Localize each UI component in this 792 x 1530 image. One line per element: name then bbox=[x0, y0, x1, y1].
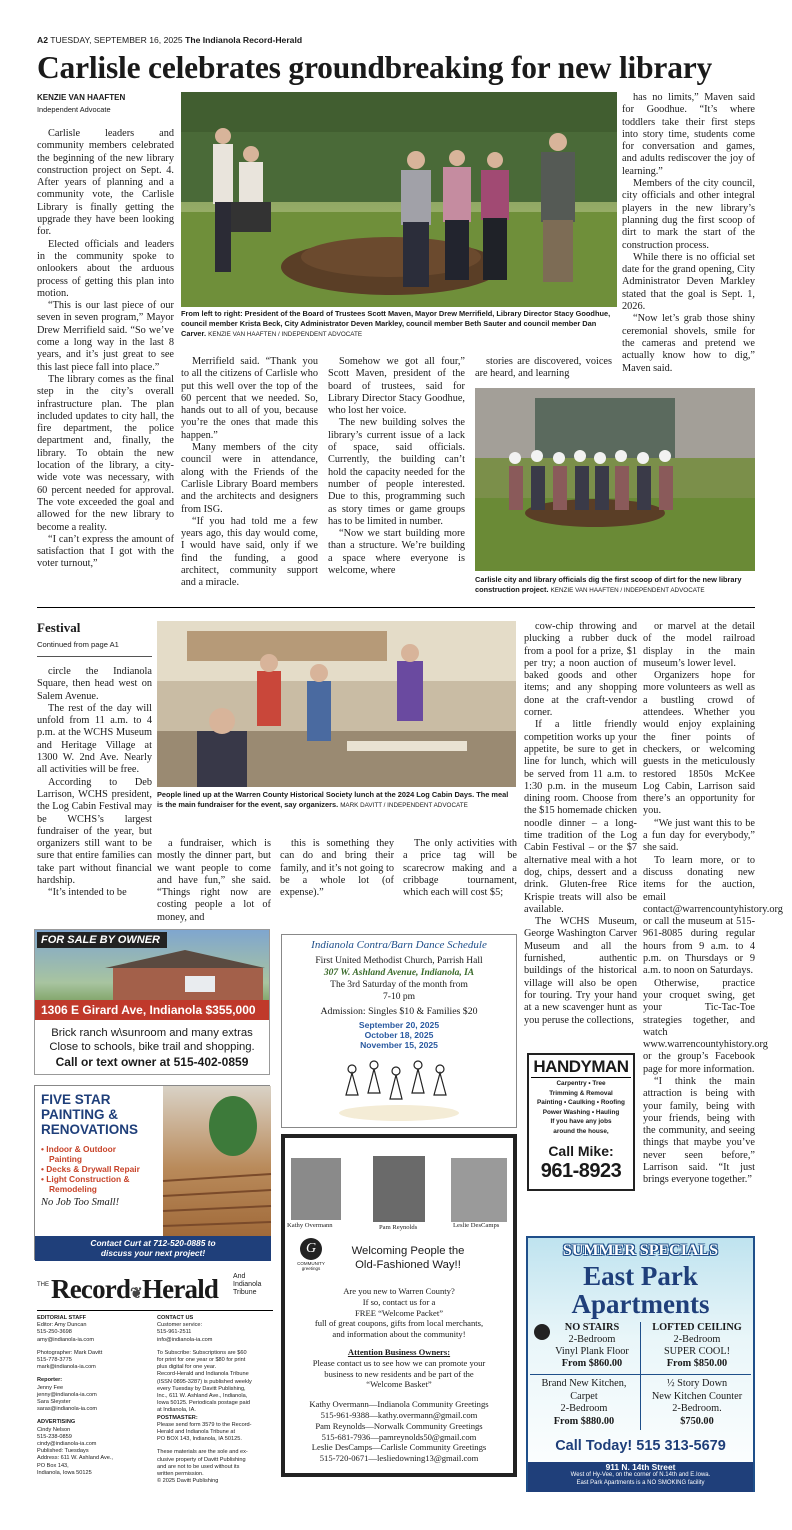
apt-a-1: 2-Bedroom bbox=[568, 1334, 616, 1345]
masthead-line: Indianola, Iowa 50125 bbox=[37, 1469, 92, 1476]
masthead-rule bbox=[37, 1310, 273, 1311]
welcome-c4: 515-681-7936—pamreynolds50@gmail.com bbox=[321, 1431, 477, 1442]
apt-d-1: ½ Story Down bbox=[666, 1378, 728, 1389]
painting-title-3: RENOVATIONS bbox=[41, 1122, 139, 1137]
welcome-p3: FREE “Welcome Packet” bbox=[354, 1307, 444, 1318]
welcome-p4: full of great coupons, gifts from local merchants, bbox=[314, 1318, 484, 1329]
welcome-heading-1: Welcoming People the bbox=[351, 1245, 465, 1257]
apts-divider-v bbox=[640, 1322, 641, 1430]
paragraph: According to Deb Larrison, WCHS president, the Log Cabin Festival may be WCHS’s largest fundraiser of the year, but organizers still want to be sure that entire families can take part without financial hardship. bbox=[37, 776, 152, 887]
apt-d-4: $750.00 bbox=[680, 1415, 714, 1427]
festival-photo-credit: MARK DAVITT / INDEPENDENT ADVOCATE bbox=[340, 802, 468, 809]
photo-shovels-illustration bbox=[475, 388, 755, 571]
paragraph: a fundraiser, which is mostly the dinner part, but we want people to come and have fun,” she said. “Things right now are costing people a lot of money, and bbox=[157, 838, 271, 923]
masthead-line: Iowa 50125. Periodicals postage paid bbox=[157, 1400, 250, 1407]
masthead-line: 515-250-3698 bbox=[37, 1329, 72, 1336]
festival-column-2 bbox=[157, 838, 271, 928]
welcome-p5: and information about the community! bbox=[332, 1329, 466, 1340]
paragraph: If a little friendly competition works up your appetite, be sure to get in line for lunch, which will be served from 11 a.m. to 1:30 p.m. in the museum dining room. Choose from the $15 homemade chicken noodle dinner – a long-time tradition of the Log Cabin Festival – or the $7 alternative meal with a hot dog, chips, dessert and a drink. Gluten-free Rice Krispie treats will also be available. bbox=[524, 719, 637, 915]
dancers-illustration bbox=[332, 1055, 466, 1123]
apartments-ad bbox=[526, 1236, 755, 1492]
logo-mark-icon: G bbox=[300, 1238, 322, 1260]
masthead-line: Inc., 611 W. Ashland Ave., Indianola, bbox=[157, 1393, 248, 1400]
paragraph: “This is our last piece of our seven in seven program,” Mayor Drew Merrifield said. “So we’ve come a long way in the last 8 years, and it’s just great to see this last piece fall into place.” bbox=[37, 300, 174, 373]
dance-date-1: September 20, 2025 bbox=[358, 1020, 440, 1030]
paragraph: or marvel at the detail of the model railroad display in the main museum’s lower level. bbox=[643, 621, 755, 669]
dance-title: Indianola Contra/Barn Dance Schedule bbox=[311, 939, 487, 951]
paragraph: Members of the city council, city officials and other integral players in the new library’s planning dug the first scoop of dirt to mark the start of the construction process. bbox=[622, 178, 755, 251]
paragraph: “If you had told me a few years ago, this day would come, I would have said, only if we find the funding, a good architect, community support and a miracle. bbox=[181, 515, 318, 589]
photo1-caption bbox=[181, 309, 617, 340]
paragraph: Many members of the city council were in attendance, along with the Friends of the Carlisle Library Board members and the architects and designers from ISG. bbox=[181, 442, 318, 515]
masthead-line: Address: 611 W. Ashland Ave., bbox=[37, 1455, 113, 1462]
byline: KENZIE VAN HAAFTEN bbox=[37, 93, 126, 102]
welcome-p6: Please contact us to see how we can promote your bbox=[312, 1357, 486, 1368]
issue-date: TUESDAY, SEPTEMBER 16, 2025 bbox=[50, 35, 183, 45]
festival-photo-caption bbox=[157, 790, 516, 811]
story1-column-1 bbox=[37, 128, 174, 598]
apts-divider-h bbox=[530, 1374, 751, 1375]
masthead-line: saras@indianola-ia.com bbox=[37, 1406, 98, 1413]
masthead-contact bbox=[157, 1315, 273, 1485]
apt-option-c bbox=[530, 1378, 638, 1428]
dance-dates bbox=[282, 1020, 516, 1050]
painting-contact-2: discuss your next project! bbox=[100, 1247, 206, 1258]
masthead-title bbox=[51, 1274, 218, 1305]
service-3b: Remodeling bbox=[49, 1184, 97, 1194]
apt-option-a bbox=[532, 1322, 638, 1370]
masthead-line: EDITORIAL STAFF bbox=[37, 1315, 87, 1321]
paragraph: “Now we start building more than a structure. We’re building a space where everyone is welcome, where bbox=[328, 528, 465, 577]
service-3: • Light Construction & bbox=[41, 1174, 130, 1184]
apts-name-2: Apartments bbox=[571, 1289, 710, 1319]
apt-b-3: From $850.00 bbox=[666, 1358, 728, 1369]
apts-address: 911 N. 14th Street bbox=[605, 1462, 676, 1472]
welcome-ad bbox=[281, 1134, 517, 1477]
masthead-line: 515-778-3775 bbox=[37, 1357, 72, 1364]
paragraph: Otherwise, practice your croquet swing, get your Tic-Tac-Toe strategies together, and watch www.warrencountyhistory.org or the group’s Facebook page for more information. bbox=[643, 977, 768, 1075]
apts-name-1: East Park bbox=[583, 1261, 698, 1291]
paragraph: The WCHS Museum, George Washington Carver Museum and all the furnished, authentic buildings of the historical village will also be open for touring. Try your hand at a new scavenger hunt as you peruse the collections, bbox=[524, 916, 637, 1026]
masthead-tribune bbox=[233, 1273, 261, 1297]
paragraph: circle the Indianola Square, then head west on Salem Avenue. bbox=[37, 666, 152, 702]
masthead-indianola: Indianola bbox=[233, 1281, 262, 1288]
masthead-line: jenny@indianola-ia.com bbox=[37, 1391, 97, 1398]
masthead-line: Editor: Amy Duncan bbox=[37, 1322, 87, 1329]
paragraph: cow-chip throwing and plucking a rubber duck from a pool for a prize, $1 per try; a noon auction of baked goods and other items; and any shopping done at the craft-vendor corner. bbox=[524, 621, 637, 719]
apts-footer bbox=[528, 1462, 753, 1492]
apt-b-1: 2-Bedroom bbox=[673, 1334, 721, 1345]
masthead-line: amy@indianola-ia.com bbox=[37, 1336, 94, 1343]
masthead-line: PO Box 143, bbox=[37, 1462, 69, 1469]
masthead-line: (ISSN 0895-3287) is published weekly bbox=[157, 1378, 252, 1385]
masthead-tribune-word: Tribune bbox=[233, 1289, 257, 1296]
headline: Carlisle celebrates groundbreaking for new library bbox=[37, 50, 713, 85]
sale-address: 1306 E Girard Ave, Indianola $355,000 bbox=[35, 1000, 269, 1020]
paragraph: The only activities with a price tag will be scarecrow making and a cribbage tournament, which each will cost $5; bbox=[403, 838, 517, 899]
festival-column-1 bbox=[37, 666, 152, 928]
masthead-line: These materials are the sole and ex- bbox=[157, 1449, 248, 1456]
kathy-photo bbox=[291, 1158, 341, 1220]
story1-column-4 bbox=[475, 356, 612, 384]
page-header bbox=[37, 35, 302, 45]
apt-d-3: 2-Bedroom. bbox=[672, 1403, 722, 1414]
masthead-line: CONTACT US bbox=[157, 1315, 194, 1321]
photo-people-illustration bbox=[181, 92, 617, 307]
painting-contact-1: Contact Curt at 712-520-0885 to bbox=[90, 1238, 216, 1248]
painting-contact bbox=[35, 1236, 271, 1261]
masthead-line: mark@indianola-ia.com bbox=[37, 1364, 96, 1371]
page-number: A2 bbox=[37, 35, 48, 45]
welcome-c3: Pam Reynolds—Norwalk Community Greetings bbox=[315, 1420, 483, 1431]
apt-c-1: Brand New Kitchen, bbox=[541, 1378, 627, 1389]
for-sale-banner: FOR SALE BY OWNER bbox=[37, 932, 167, 948]
apts-call: Call Today! 515 313-5679 bbox=[555, 1438, 726, 1454]
masthead-line: 515-238-0859 bbox=[37, 1433, 72, 1440]
section-divider bbox=[37, 607, 755, 608]
welcome-c2: 515-961-9388—kathy.overmann@gmail.com bbox=[320, 1409, 478, 1420]
leslie-photo bbox=[451, 1158, 507, 1222]
welcome-attention: Attention Business Owners: bbox=[347, 1346, 451, 1357]
masthead-line: Photographer: Mark Davitt bbox=[37, 1349, 103, 1356]
handyman-services bbox=[529, 1079, 633, 1137]
lunch-line-photo bbox=[157, 621, 516, 787]
masthead-line: at Indianola, IA. bbox=[157, 1407, 196, 1414]
welcome-heading-2: Old-Fashioned Way!! bbox=[355, 1259, 461, 1271]
masthead-line: for print for one year or $80 for print bbox=[157, 1357, 246, 1364]
paragraph: Somehow we got all four,” Scott Maven, president of the board of trustees, said for Library Director Stacy Goodhue, who lost her voice. bbox=[328, 356, 465, 417]
paragraph: “We just want this to be a fun day for everybody,” she said. bbox=[643, 817, 755, 854]
painting-services bbox=[41, 1144, 181, 1194]
paragraph: “I can’t express the amount of satisfaction that I got with the voter turnout,” bbox=[37, 533, 174, 570]
festival-headline: Festival bbox=[37, 620, 81, 635]
story1-column-2 bbox=[181, 356, 318, 598]
paragraph: Elected officials and leaders in the community spoke to onlookers about the arduous process of getting this plan into motion. bbox=[37, 238, 174, 299]
masthead-line: Customer service: bbox=[157, 1322, 203, 1329]
handyman-title: HANDYMAN bbox=[531, 1057, 631, 1078]
masthead-line: Reporter: bbox=[37, 1377, 63, 1384]
handyman-l4: Power Washing • Hauling bbox=[542, 1108, 620, 1116]
dirt-scoop-photo bbox=[475, 388, 755, 571]
masthead-line: Cindy Nelson bbox=[37, 1426, 71, 1433]
paragraph: “Now let’s grab those shiny ceremonial shovels, smile for the cameras and pretend we actually know how to dig,” Maven said. bbox=[622, 313, 755, 374]
photo1-credit: KENZIE VAN HAAFTEN / INDEPENDENT ADVOCATE bbox=[208, 331, 363, 338]
festival-column-4 bbox=[403, 838, 517, 928]
painting-title bbox=[41, 1092, 138, 1137]
masthead-line: and are not to be used without its bbox=[157, 1463, 240, 1470]
jump-line: Continued from page A1 bbox=[37, 640, 119, 649]
masthead-line: plus digital for one year. bbox=[157, 1364, 217, 1371]
welcome-p1: Are you new to Warren County? bbox=[343, 1286, 455, 1296]
apts-note-2: East Park Apartments is a NO SMOKING facility bbox=[576, 1479, 705, 1486]
paragraph: The rest of the day will unfold from 11 a.m. to 4 p.m. at the WCHS Museum and Heritage Village at 1300 W. 2nd Ave. Nearly all activities will be free. bbox=[37, 702, 152, 776]
paragraph: “I think the main attraction is being with your family, being with your friends, being with the community, and seeing things that maybe you’ve never seen before,” Larrison said. “It just brings everyone together.” bbox=[643, 1075, 755, 1186]
apt-a-head: NO STAIRS bbox=[564, 1322, 620, 1333]
paragraph: To learn more, or to discuss donating new items for the auction, email contact@warrencountyhistory.org or call the museum at 515-961-8085 during regular hours from 9 a.m. to 4 p.m. on Thursdays or 9 a.m. to noon on Saturdays. bbox=[643, 854, 783, 977]
masthead-line: ADVERTISING bbox=[37, 1419, 76, 1426]
festival-column-3 bbox=[280, 838, 394, 928]
handyman-call: Call Mike: bbox=[548, 1143, 614, 1159]
masthead-line: Record-Herald and Indianola Tribune bbox=[157, 1371, 249, 1378]
sale-phone: Call or text owner at 515-402-0859 bbox=[55, 1055, 249, 1069]
dance-address: 307 W. Ashland Avenue, Indianola, IA bbox=[323, 968, 475, 978]
apt-d-2: New Kitchen Counter bbox=[651, 1390, 743, 1402]
masthead-line: © 2025 Davitt Publishing bbox=[157, 1478, 219, 1485]
apt-option-d bbox=[643, 1378, 751, 1428]
painting-ad bbox=[34, 1085, 270, 1260]
paragraph: The new building solves the library’s current issue of a lack of space, said officials. Currently, the building can’t hold the capacity needed for the number of people interested. Due to this, programming such as story times or game groups has to be limited in number. bbox=[328, 417, 465, 527]
apts-name bbox=[528, 1262, 753, 1318]
dance-admission: Admission: Singles $10 & Families $20 bbox=[320, 1006, 478, 1017]
masthead-line: written permission. bbox=[157, 1471, 204, 1478]
apt-c-2: Carpet bbox=[570, 1390, 598, 1402]
apt-a-2: Vinyl Plank Floor bbox=[555, 1346, 629, 1357]
photo-lunch-illustration bbox=[157, 621, 516, 787]
paper-name: The Indianola Record-Herald bbox=[185, 35, 303, 45]
paragraph: Organizers hope for more volunteers as well as a bustling crowd of attendees. Whether you would enjoy explaining the finer points of checkers, or welcoming guests in the meticulously restored 1850s McKee Log Cabin, Larrison said there’s an opportunity for you. bbox=[643, 670, 755, 817]
masthead-and: And bbox=[233, 1273, 246, 1280]
handyman-phone: 961-8923 bbox=[540, 1160, 622, 1182]
masthead-staff bbox=[37, 1315, 149, 1477]
apt-option-b bbox=[643, 1322, 751, 1370]
welcome-p2: If so, contact us for a bbox=[362, 1296, 436, 1307]
photo1-caption-text: From left to right: President of the Board of Trustees Scott Maven, Mayor Drew Merrifield, Library Director Stacy Goodhue, council member Krista Beck, City Administrator Deven Markley, council member Beth Sauter and council member Dan Carver. bbox=[181, 309, 611, 338]
photo2-caption-text: Carlisle city and library officials dig the first scoop of dirt for the new library construction project. bbox=[475, 575, 742, 594]
welcome-p7: business to new residents and be part of the bbox=[324, 1368, 474, 1379]
dance-venue: First United Methodist Church, Parrish Hall bbox=[315, 956, 483, 966]
masthead-line: Jenny Fee bbox=[37, 1384, 64, 1391]
service-1: • Indoor & Outdoor bbox=[41, 1144, 117, 1154]
logo-text: COMMUNITY greetings bbox=[297, 1261, 325, 1271]
paragraph: this is something they can do and bring their family, and it’s not going to be a whole lot (of expense).” bbox=[280, 838, 394, 899]
painting-title-1: FIVE STAR bbox=[41, 1092, 111, 1107]
sale-desc-2: Close to schools, bike trail and shopping. bbox=[49, 1041, 255, 1053]
masthead-line: POSTMASTER: bbox=[157, 1414, 198, 1421]
welcome-p8: “Welcome Basket” bbox=[366, 1379, 432, 1390]
service-2: • Decks & Drywall Repair bbox=[41, 1164, 140, 1174]
dance-info bbox=[282, 955, 516, 1003]
groundbreaking-photo bbox=[181, 92, 617, 307]
byline-affiliation: Independent Advocate bbox=[37, 105, 111, 114]
handyman-l2: Trimming & Removal bbox=[549, 1089, 613, 1097]
story1-column-5 bbox=[622, 92, 755, 382]
welcome-c6: 515-720-0671—lesliedowning13@gmail.com bbox=[319, 1453, 479, 1464]
masthead-line: PO BOX 143, Indianola, IA 50125. bbox=[157, 1436, 242, 1443]
handyman-l6: around the house, bbox=[553, 1127, 609, 1135]
paragraph: has no limits,” Maven said for Goodhue. “It’s where toddlers take their first steps into story time, students come for conversation and games, and adults rediscover the joy of learning.” bbox=[622, 92, 755, 177]
jump-divider bbox=[37, 656, 152, 657]
apt-c-4: From $880.00 bbox=[553, 1415, 615, 1427]
handyman-l1: Carpentry • Tree bbox=[556, 1080, 606, 1087]
dance-date-3: November 15, 2025 bbox=[360, 1040, 438, 1050]
masthead-line: info@indianola-ia.com bbox=[157, 1336, 213, 1343]
dance-time: 7-10 pm bbox=[383, 992, 415, 1002]
handyman-ad bbox=[527, 1053, 635, 1191]
apts-summer: SUMMER SPECIALS bbox=[562, 1242, 719, 1259]
masthead-line: every Tuesday by Davitt Publishing, bbox=[157, 1385, 246, 1392]
pam-name: Pam Reynolds bbox=[379, 1224, 418, 1231]
masthead-line: Published: Tuesdays bbox=[37, 1448, 89, 1455]
masthead-box bbox=[37, 1268, 273, 1498]
apt-c-3: 2-Bedroom bbox=[560, 1403, 608, 1414]
apt-b-head: LOFTED CEILING bbox=[652, 1322, 742, 1333]
paragraph: The library comes as the final step in the city’s overall infrastructure plan. The plan included updates to city hall, the fire department, the police department and, finally, the library. To obtain the new location of the library, a city-wide vote was necessary, with 60 percent needed for approval. The vote exceeded the goal and allowed for the new library to become a reality. bbox=[37, 373, 174, 533]
apts-note-1: West of Hy-Vee, on the corner of N.14th and E.Iowa. bbox=[570, 1472, 711, 1478]
welcome-c1: Kathy Overmann—Indianola Community Greetings bbox=[309, 1399, 489, 1410]
apt-a-3: From $860.00 bbox=[561, 1358, 623, 1369]
contra-dance-ad bbox=[281, 934, 517, 1128]
painting-title-2: PAINTING & bbox=[41, 1107, 118, 1122]
paragraph: “It’s intended to be bbox=[48, 887, 127, 899]
masthead-the: THE bbox=[37, 1282, 49, 1288]
photo2-credit: KENZIE VAN HAAFTEN / INDEPENDENT ADVOCATE bbox=[550, 587, 705, 594]
paragraph: stories are discovered, voices are heard, and learning bbox=[475, 356, 612, 380]
masthead-herald: Herald bbox=[141, 1274, 219, 1304]
photo2-caption bbox=[475, 575, 755, 596]
handyman-l5: If you have any jobs bbox=[550, 1118, 612, 1126]
painting-slogan: No Job Too Small! bbox=[41, 1197, 120, 1208]
festival-column-6 bbox=[643, 621, 783, 1186]
dance-date-2: October 18, 2025 bbox=[364, 1030, 434, 1040]
leaf-icon: ❦ bbox=[130, 1286, 142, 1302]
masthead-line: cindy@indianola-ia.com bbox=[37, 1441, 97, 1448]
for-sale-ad bbox=[34, 929, 270, 1075]
community-logo bbox=[293, 1238, 329, 1274]
apt-b-2: SUPER COOL! bbox=[663, 1346, 731, 1357]
paragraph: Carlisle leaders and community members celebrated the beginning of the new library construction project on Sept. 4. After years of planning and a community vote, the Carlisle Library is finally getting the upgrade they have been looking for. bbox=[37, 128, 174, 238]
paragraph: Merrifield said. “Thank you to all the citizens of Carlisle who put this well over the top of the 60 percent that we needed. So, hands out to all of you, because you’re the ones that made this happen.” bbox=[181, 356, 318, 441]
festival-photo-caption-text: People lined up at the Warren County Historical Society lunch at the 2024 Log Cabin Days. The meal is the main fundraiser for the event, say organizers. bbox=[157, 790, 509, 809]
masthead-line: 515-961-2511 bbox=[157, 1329, 192, 1336]
masthead-record: Record bbox=[51, 1274, 131, 1304]
story1-column-3 bbox=[328, 356, 465, 598]
festival-column-5 bbox=[524, 621, 637, 1031]
kathy-name: Kathy Overmann bbox=[287, 1222, 333, 1229]
masthead-line: To Subscribe: Subscriptions are $60 bbox=[157, 1349, 247, 1356]
masthead-line: Sara Sleyster bbox=[37, 1399, 71, 1406]
welcome-c5: Leslie DesCamps—Carlisle Community Greetings bbox=[311, 1442, 487, 1453]
dance-when: The 3rd Saturday of the month from bbox=[330, 980, 468, 990]
welcome-body bbox=[285, 1286, 513, 1464]
masthead-line: clusive property of Davitt Publishing bbox=[157, 1456, 246, 1463]
paragraph: While there is no official set date for the grand opening, City Administrator Deven Markley stated that the goal is Sept. 1, 2026. bbox=[622, 251, 755, 313]
welcome-heading bbox=[343, 1244, 473, 1272]
masthead-line: Herald and Indianola Tribune at bbox=[157, 1429, 236, 1436]
handyman-l3: Painting • Caulking • Roofing bbox=[537, 1099, 625, 1107]
masthead-line: Please send form 3579 to the Record- bbox=[157, 1421, 252, 1428]
pam-photo bbox=[373, 1156, 425, 1222]
service-1b: Painting bbox=[49, 1154, 83, 1164]
sale-desc-1: Brick ranch w\sunroom and many extras bbox=[51, 1027, 253, 1039]
leslie-name: Leslie DesCamps bbox=[453, 1222, 500, 1229]
